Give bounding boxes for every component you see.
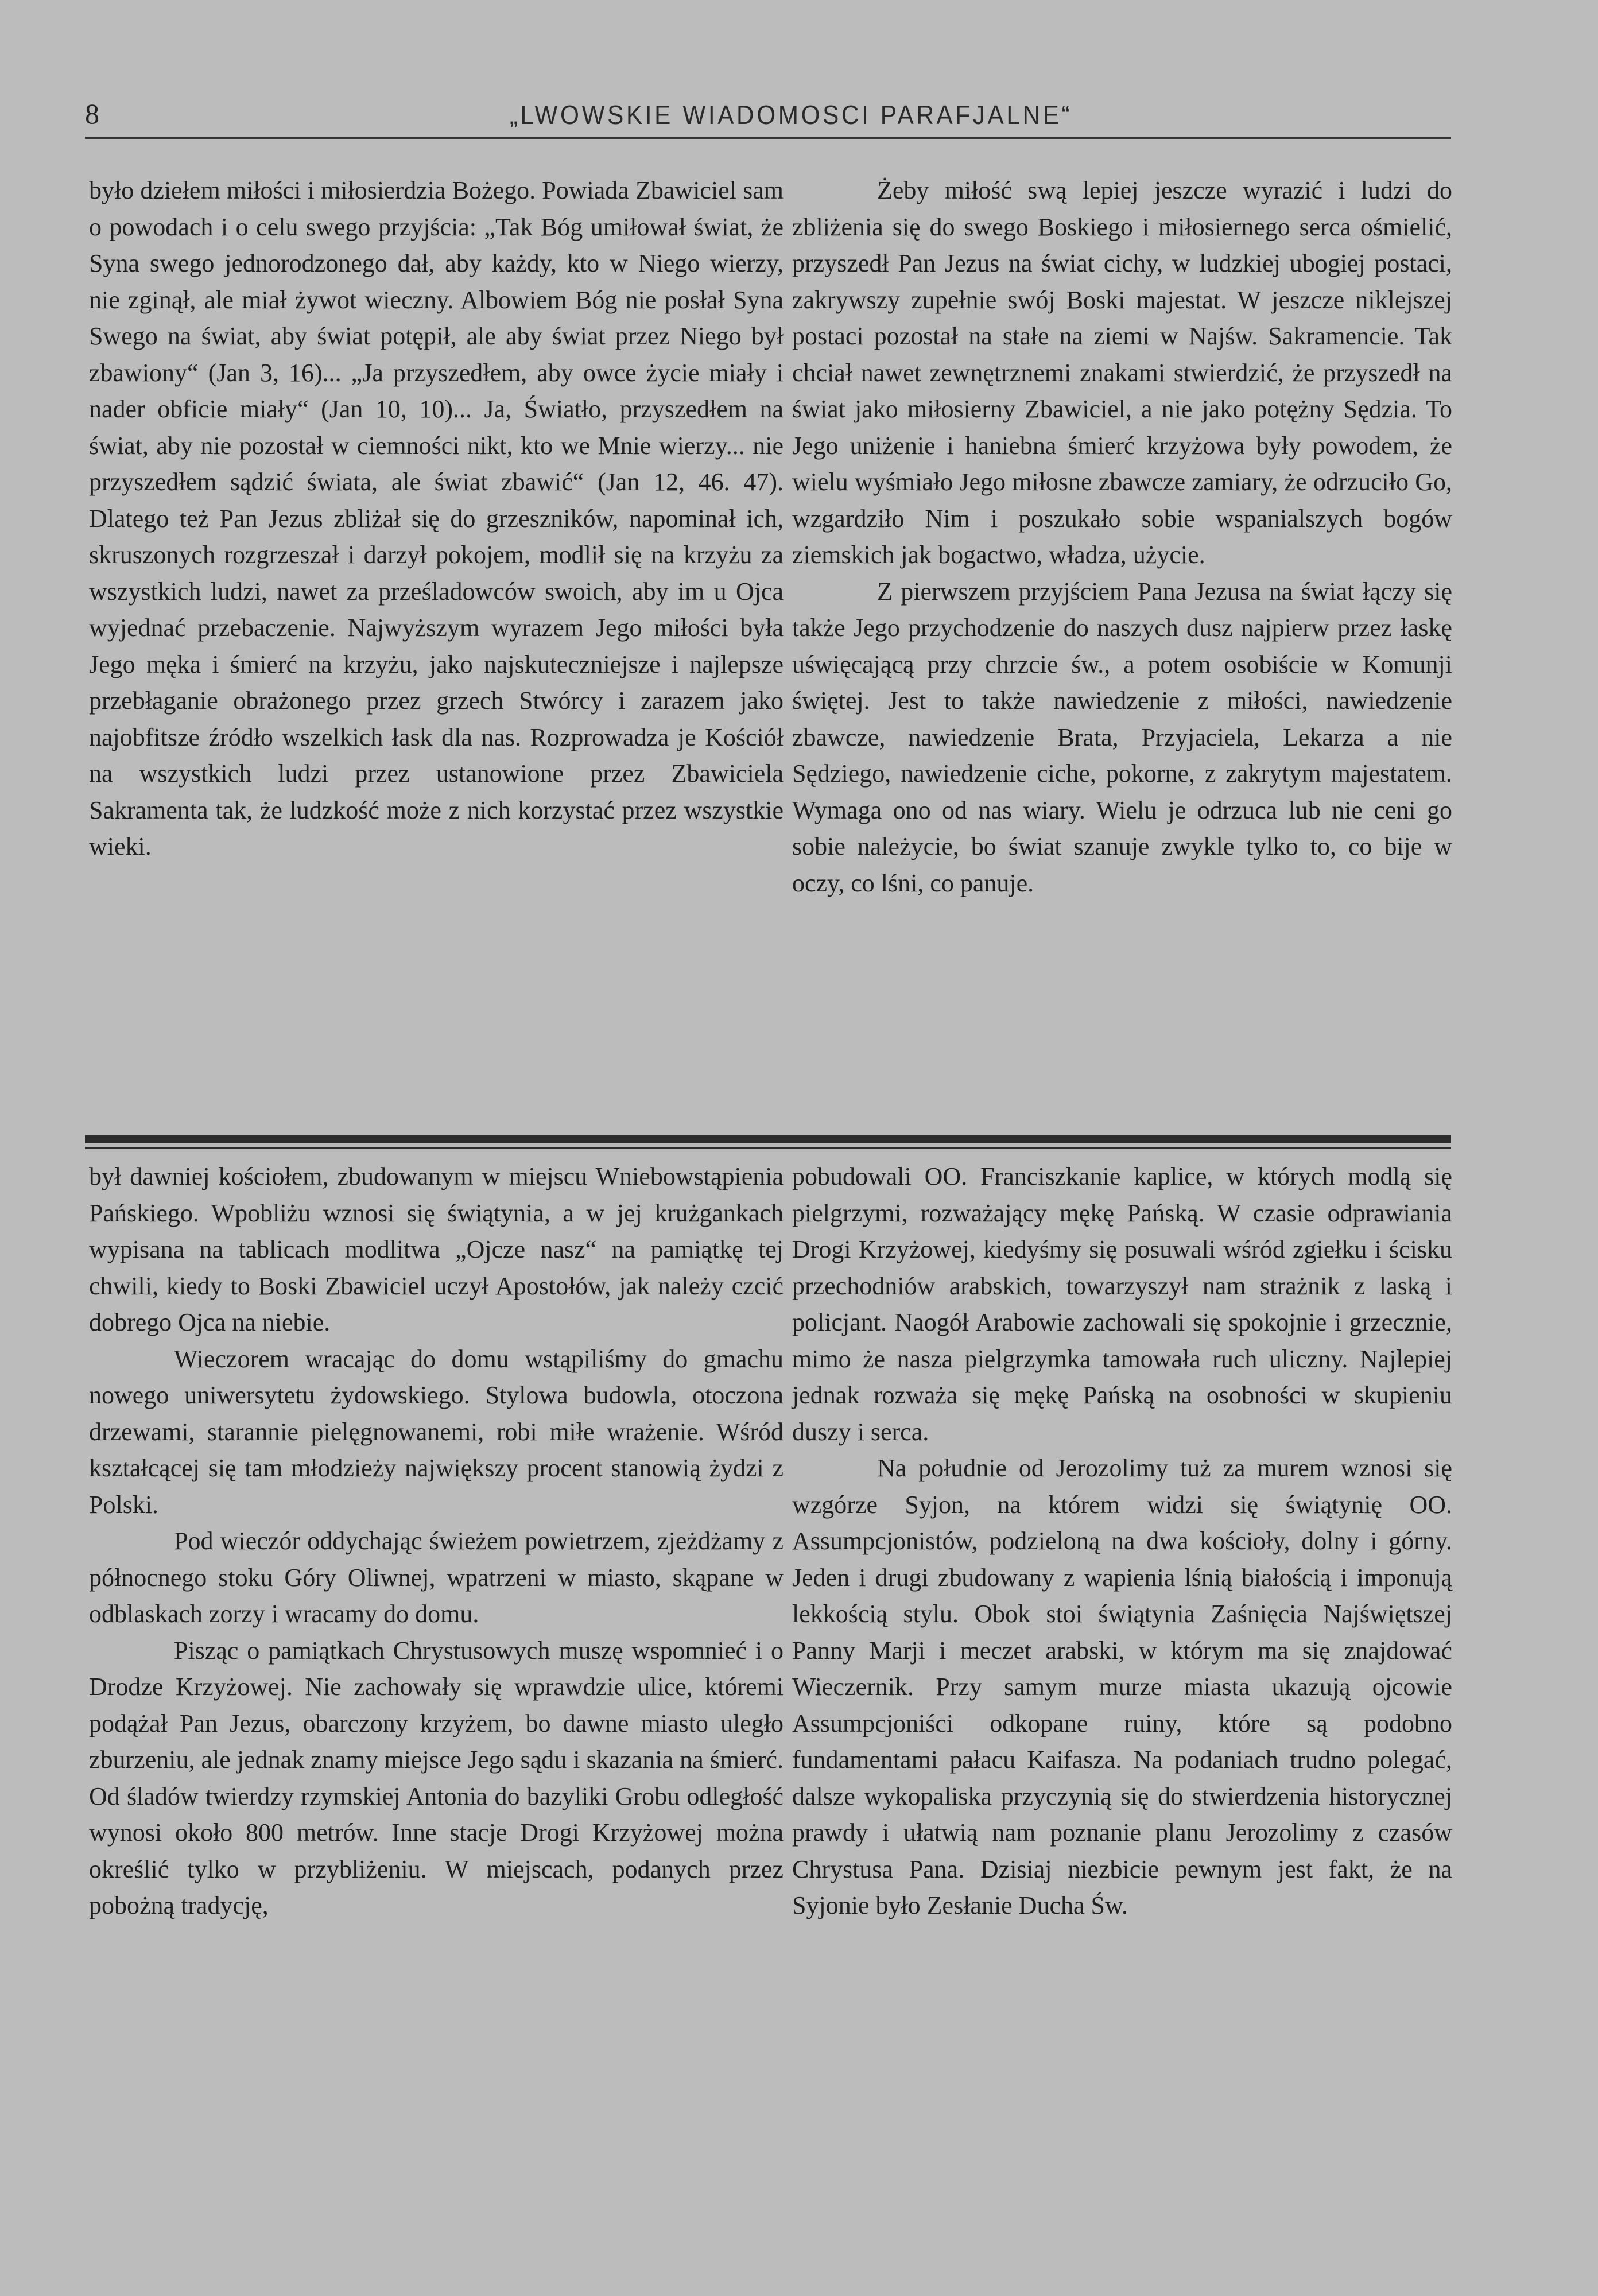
bottom-right-column bbox=[792, 1158, 1452, 1924]
top-right-column bbox=[792, 172, 1452, 901]
paragraph: Z pierwszem przyjściem Pana Jezusa na świat łączy się także Jego przychodzenie do naszych dusz najpierw przez łaskę uświęcającą przy chrzcie św., a potem osobiście w Komunji świętej. Jest to także nawiedzenie z miłości, nawiedzenie zbawcze, nawiedzenie Brata, Przyjaciela, Lekarza a nie Sędziego, nawiedzenie ciche, pokorne, z zakrytym majestatem. Wymaga ono od nas wiary. Wielu je odrzuca lub nie ceni go sobie należycie, bo świat szanuje zwykle tylko to, co bije w oczy, co lśni, co panuje. bbox=[792, 577, 1452, 897]
section-divider-thin bbox=[85, 1147, 1451, 1149]
running-title: „LWOWSKIE WIADOMOSCI PARAFJALNE“ bbox=[509, 100, 1073, 130]
page-number: 8 bbox=[85, 98, 99, 130]
paragraph: Pisząc o pamiątkach Chrystusowych muszę wspomnieć i o Drodze Krzyżowej. Nie zachowały się wprawdzie ulice, któremi podążał Pan Jezus, obarczony krzyżem, bo dawne miasto uległo zburzeniu, ale jednak znamy miejsce Jego sądu i skazania na śmierć. Od śladów twierdzy rzymskiej Antonia do bazyliki Grobu odległość wynosi około 800 metrów. Inne stacje Drogi Krzyżowej można określić tylko w przybliżeniu. W miejscach, podanych przez pobożną tradycję, bbox=[89, 1636, 784, 1919]
section-divider-thick bbox=[85, 1135, 1451, 1143]
paragraph: Wieczorem wracając do domu wstąpiliśmy do gmachu nowego uniwersytetu żydowskiego. Stylowa budowla, otoczona drzewami, starannie pielęgnowanemi, robi miłe wrażenie. Wśród kształcącej się tam młodzieży największy procent stanowią żydzi z Polski. bbox=[89, 1344, 784, 1519]
top-left-column bbox=[89, 172, 784, 865]
paragraph: Pod wieczór oddychając świeżem powietrzem, zjeżdżamy z północnego stoku Góry Oliwnej, wpatrzeni w miasto, skąpane w odblaskach zorzy i wracamy do domu. bbox=[89, 1527, 784, 1628]
paragraph: był dawniej kościołem, zbudowanym w miejscu Wniebowstąpienia Pańskiego. Wpobliżu wznosi się świątynia, a w jej krużgankach wypisana na tablicach modlitwa „Ojcze nasz“ na pamiątkę tej chwili, kiedy to Boski Zbawiciel uczył Apostołów, jak należy czcić dobrego Ojca na niebie. bbox=[89, 1162, 784, 1336]
paragraph: Żeby miłość swą lepiej jeszcze wyrazić i ludzi do zbliżenia się do swego Boskiego i miłosiernego serca ośmielić, przyszedł Pan Jezus na świat cichy, w ludzkiej ubogiej postaci, zakrywszy zupełnie swój Boski majestat. W jeszcze niklejszej postaci pozostał na stałe na ziemi w Najśw. Sakramencie. Tak chciał nawet zewnętrznemi znakami stwierdzić, że przyszedł na świat jako miłosierny Zbawiciel, a nie jako potężny Sędzia. To Jego uniżenie i haniebna śmierć krzyżowa były powodem, że wielu wyśmiało Jego miłosne zbawcze zamiary, że odrzuciło Go, wzgardziło Nim i poszukało sobie wspanialszych bogów ziemskich jak bogactwo, władza, użycie. bbox=[792, 176, 1452, 569]
paragraph: Na południe od Jerozolimy tuż za murem wznosi się wzgórze Syjon, na którem widzi się świątynię OO. Assumpcjonistów, podzieloną na dwa kościoły, dolny i górny. Jeden i drugi zbudowany z wapienia lśnią białością i imponują lekkością stylu. Obok stoi świątynia Zaśnięcia Najświętszej Panny Marji i meczet arabski, w którym ma się znajdować Wieczernik. Przy samym murze miasta ukazują ojcowie Assumpcjoniści odkopane ruiny, które są podobno fundamentami pałacu Kaifasza. Na podaniach trudno polegać, dalsze wykopaliska przyczynią się do stwierdzenia historycznej prawdy i ułatwią nam poznanie planu Jerozolimy z czasów Chrystusa Pana. Dzisiaj niezbicie pewnym jest fakt, że na Syjonie było Zesłanie Ducha Św. bbox=[792, 1454, 1452, 1919]
bottom-left-column bbox=[89, 1158, 784, 1924]
page-header bbox=[85, 96, 1451, 131]
paragraph: było dziełem miłości i miłosierdzia Bożego. Powiada Zbawiciel sam o powodach i o celu swego przyjścia: „Tak Bóg umiłował świat, że Syna swego jednorodzonego dał, aby każdy, kto w Niego wierzy, nie zginął, ale miał żywot wieczny. Albowiem Bóg nie posłał Syna Swego na świat, aby świat potępił, ale aby świat przez Niego był zbawiony“ (Jan 3, 16)... „Ja przyszedłem, aby owce życie miały i nader obficie miały“ (Jan 10, 10)... Ja, Światło, przyszedłem na świat, aby nie pozostał w ciemności nikt, kto we Mnie wierzy... nie przyszedłem sądzić świata, ale świat zbawić“ (Jan 12, 46. 47). Dlatego też Pan Jezus zbliżał się do grzeszników, napominał ich, skruszonych rozgrzeszał i darzył pokojem, modlił się na krzyżu za wszystkich ludzi, nawet za prześladowców swoich, aby im u Ojca wyjednać przebaczenie. Najwyższym wyrazem Jego miłości była Jego męka i śmierć na krzyżu, jako najskuteczniejsze i najlepsze przebłaganie obrażonego przez grzech Stwórcy i zarazem jako najobfitsze źródło wszelkich łask dla nas. Rozprowadza je Kościół na wszystkich ludzi przez ustanowione przez Zbawiciela Sakramenta tak, że ludzkość może z nich korzystać przez wszystkie wieki. bbox=[89, 176, 784, 860]
paragraph: pobudowali OO. Franciszkanie kaplice, w których modlą się pielgrzymi, rozważający mękę Pańską. W czasie odprawiania Drogi Krzyżowej, kiedyśmy się posuwali wśród zgiełku i ścisku przechodniów arabskich, towarzyszył nam strażnik z laską i policjant. Naogół Arabowie zachowali się spokojnie i grzecznie, mimo że nasza pielgrzymka tamowała ruch uliczny. Najlepiej jednak rozważa się mękę Pańską na osobności w skupieniu duszy i serca. bbox=[792, 1162, 1452, 1446]
header-rule bbox=[85, 137, 1451, 139]
